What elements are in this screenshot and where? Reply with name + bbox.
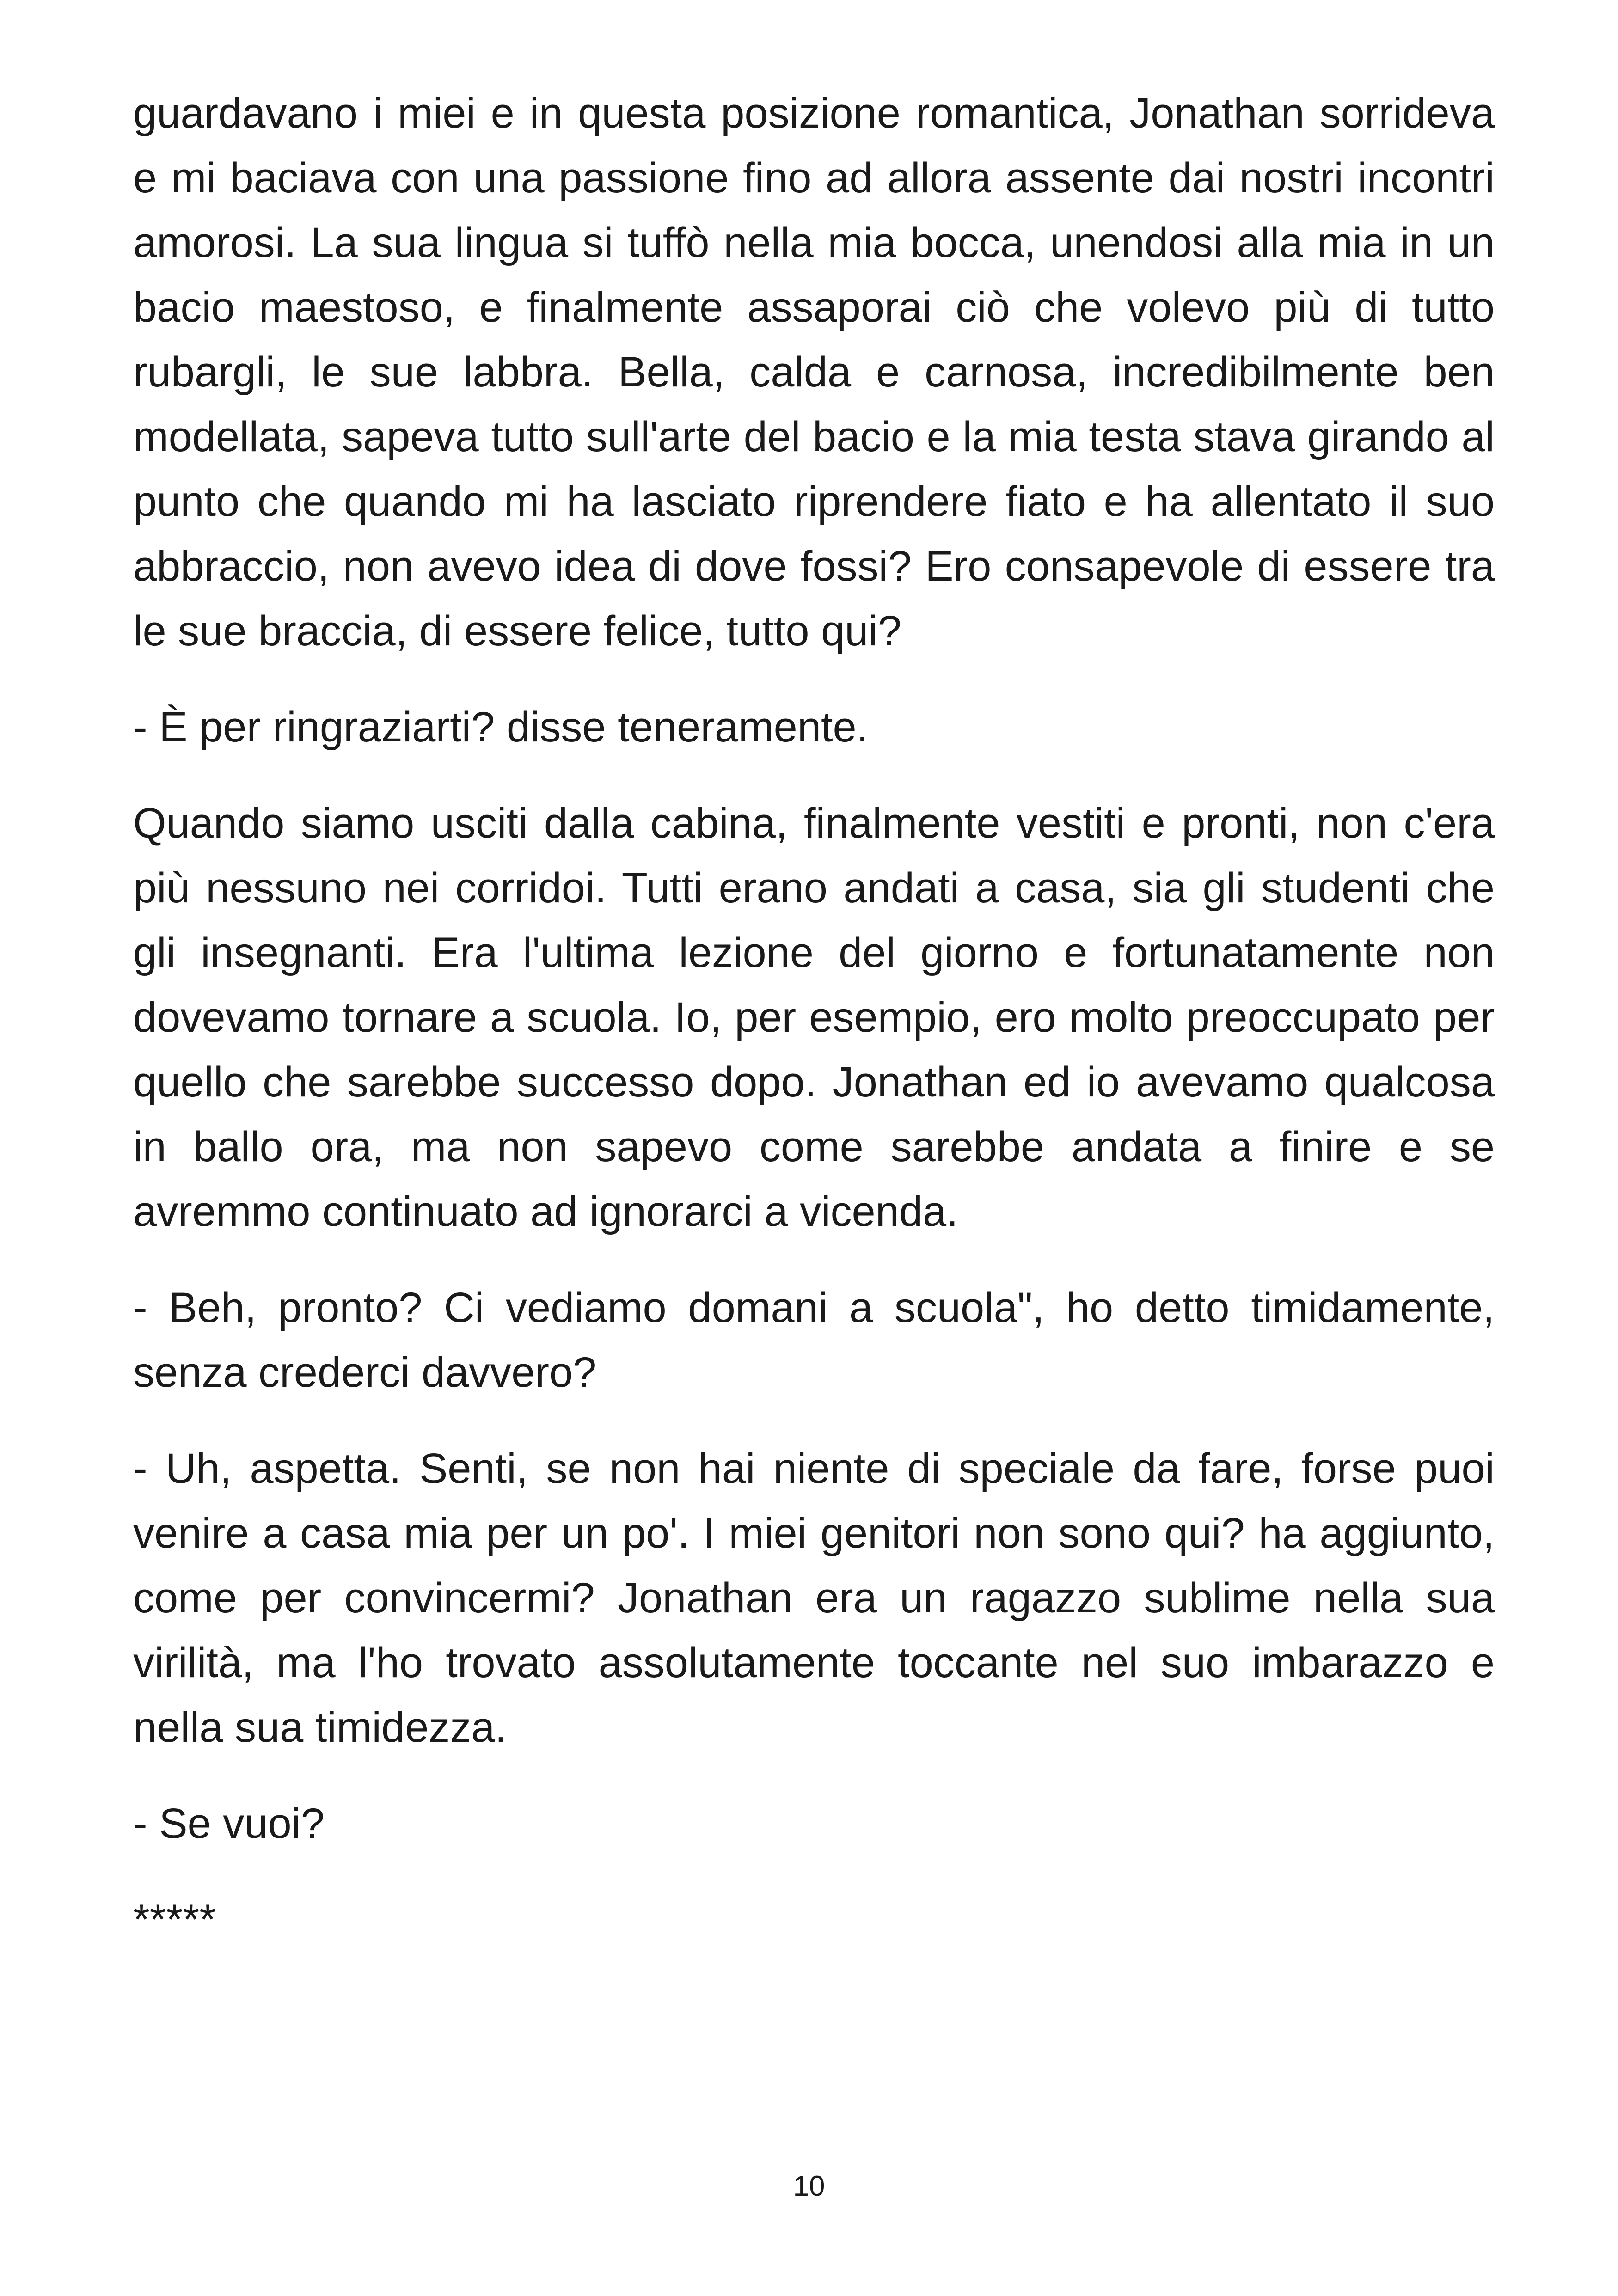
paragraph-2: - È per ringraziarti? disse teneramente. [133,704,869,751]
paragraph-3: Quando siamo usciti dalla cabina, finalmente vestiti e pronti, non c'era più nessuno nei corridoi. Tutti erano andati a casa, sia gli studenti che gli insegnanti. Era l'ultima lezione del giorno e fortunatamente non dovevamo tornare a scuola. Io, per esempio, ero molto preoccupato per quello che sarebbe successo dopo. Jonathan ed io avevamo qualcosa in ballo ora, ma non sapevo come sarebbe andata a finire e se avremmo continuato ad ignorarci a vicenda. [133,800,1495,1235]
paragraph-1: guardavano i miei e in questa posizione romantica, Jonathan sorrideva e mi baciava con una passione fino ad allora assente dai nostri incontri amorosi. La sua lingua si tuffò nella mia bocca, unendosi alla mia in un bacio maestoso, e finalmente assaporai ciò che volevo più di tutto rubargli, le sue labbra. Bella, calda e carnosa, incredibilmente ben modellata, sapeva tutto sull'arte del bacio e la mia testa stava girando al punto che quando mi ha lasciato riprendere fiato e ha allentato il suo abbraccio, non avevo idea di dove fossi? Ero consapevole di essere tra le sue braccia, di essere felice, tutto qui? [133,90,1495,655]
text-body [133,81,1495,1952]
section-separator: ***** [133,1896,216,1943]
paragraph-6: - Se vuoi? [133,1800,325,1847]
paragraph-4: - Beh, pronto? Ci vediamo domani a scuola", ho detto timidamente, senza crederci davvero? [133,1284,1495,1396]
page-number: 10 [793,2170,825,2202]
paragraph-5: - Uh, aspetta. Senti, se non hai niente di speciale da fare, forse puoi venire a casa mia per un po'. I miei genitori non sono qui? ha aggiunto, come per convincermi? Jonathan era un ragazzo sublime nella sua virilità, ma l'ho trovato assolutamente toccante nel suo imbarazzo e nella sua timidezza. [133,1445,1495,1751]
